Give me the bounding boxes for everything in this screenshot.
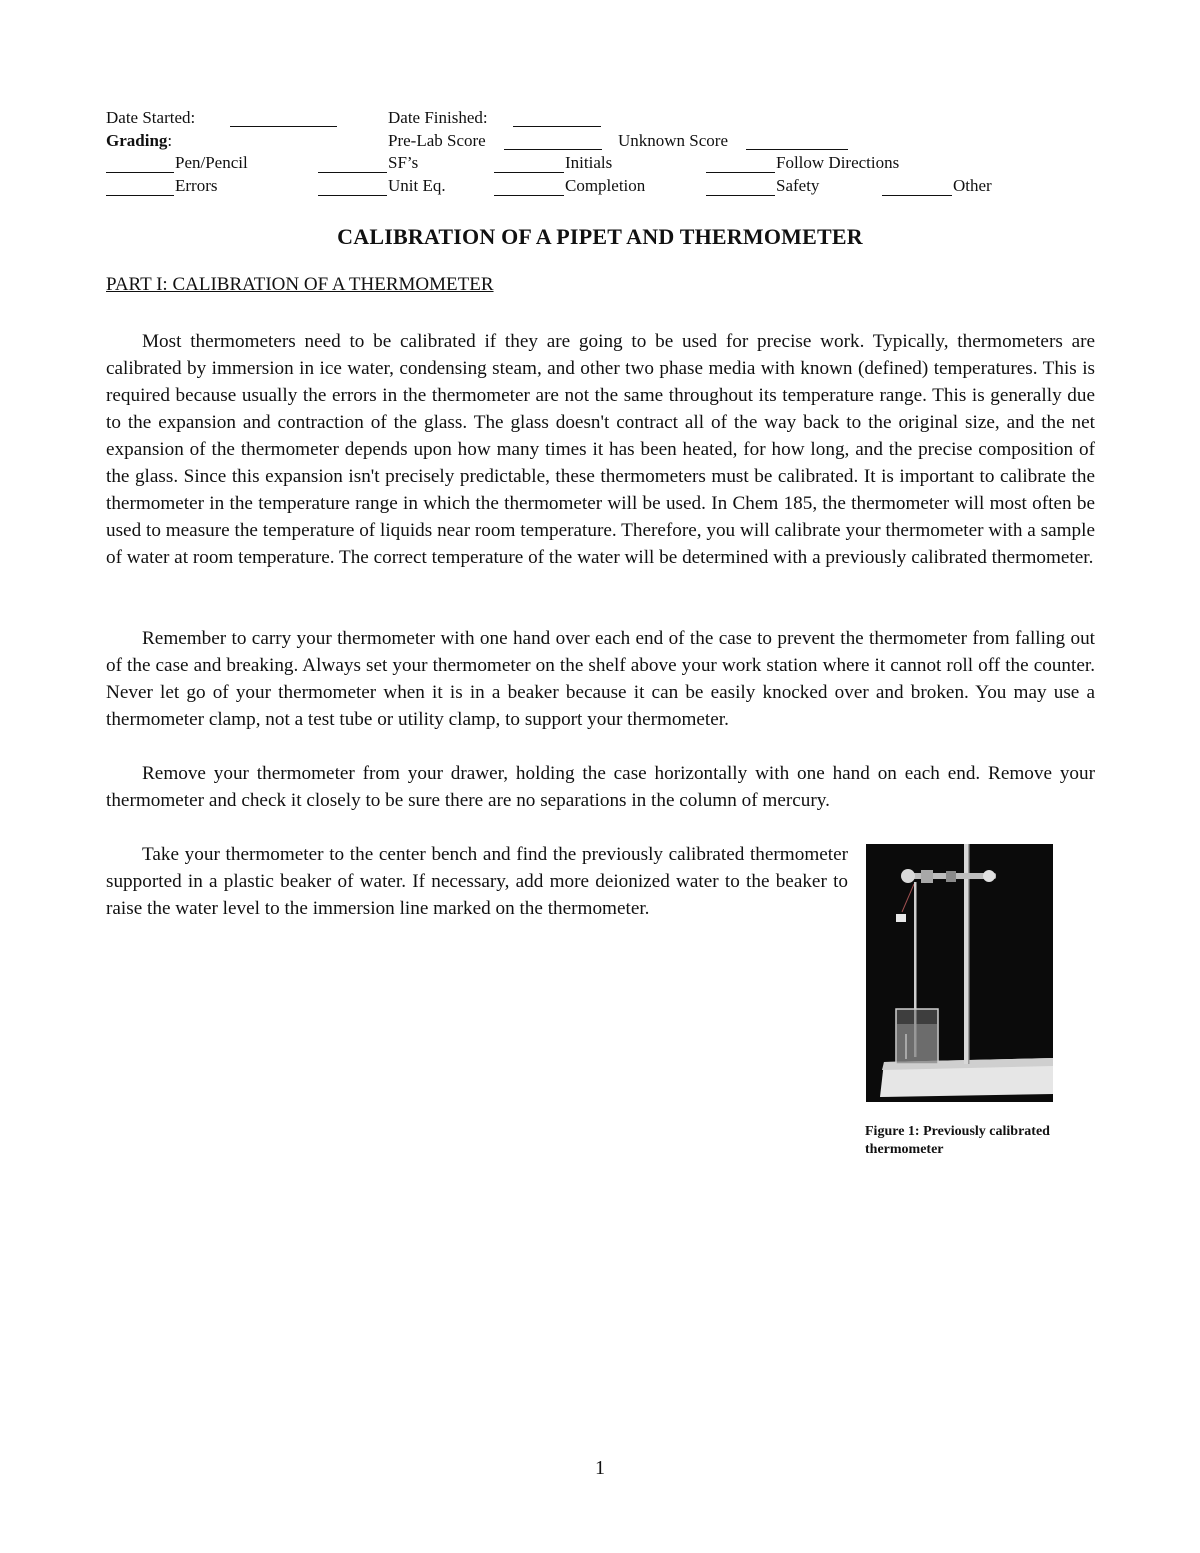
- follow-directions-label: Follow Directions: [776, 153, 900, 172]
- date-finished-blank[interactable]: [513, 112, 601, 127]
- unit-eq-blank[interactable]: [318, 181, 387, 196]
- initials-label: Initials: [565, 153, 613, 172]
- grading-label: Grading: [106, 131, 168, 150]
- prelab-score: [388, 130, 486, 152]
- figure-caption: Figure 1: Previously calibrated thermometer: [865, 1124, 1050, 1157]
- prelab-label: Pre-Lab Score: [388, 131, 486, 150]
- other-label: Other: [953, 176, 992, 195]
- follow-directions: [776, 152, 899, 174]
- sfs-label: SF’s: [388, 153, 419, 172]
- unknown-label: Unknown Score: [618, 131, 729, 150]
- follow-directions-blank[interactable]: [706, 158, 775, 173]
- completion: [565, 175, 645, 197]
- other: [953, 175, 992, 197]
- paragraph-2: Remember to carry your thermometer with one hand over each end of the case to prevent the thermometer from falling out of the case and breaking. Always set your thermometer on the shelf above your work station where it cannot roll off the counter. Never let go of your thermometer when it is in a beaker because it can be easily knocked over and broken. You may use a thermometer clamp, not a test tube or utility clamp, to support your thermometer.: [106, 628, 1095, 730]
- other-blank[interactable]: [882, 181, 952, 196]
- page-number: 1: [595, 1457, 605, 1479]
- unit-eq-label: Unit Eq.: [388, 176, 446, 195]
- date-finished-label: Date Finished:: [388, 108, 488, 127]
- document-title: CALIBRATION OF A PIPET AND THERMOMETER: [337, 224, 863, 249]
- pen-pencil-label: Pen/Pencil: [175, 153, 248, 172]
- unknown-score: [618, 130, 728, 152]
- paragraph-3: Remove your thermometer from your drawer, holding the case horizontally with one hand on each end. Remove your thermometer and check it closely to be sure there are no separations in the column of mercury.: [106, 763, 1095, 811]
- initials: [565, 152, 612, 174]
- initials-blank[interactable]: [494, 158, 564, 173]
- safety-label: Safety: [776, 176, 820, 195]
- pen-pencil: [175, 152, 248, 174]
- header-row-1: [106, 107, 195, 129]
- date-started-blank[interactable]: [230, 112, 337, 127]
- sfs: [388, 152, 418, 174]
- date-started-label: Date Started:: [106, 108, 196, 127]
- date-finished: [388, 107, 488, 129]
- paragraph-4: Take your thermometer to the center bench and find the previously calibrated thermometer supported in a plastic beaker of water. If necessary, add more deionized water to the beaker to raise the water level to the immersion line marked on the thermometer.: [106, 844, 848, 919]
- unit-eq: [388, 175, 446, 197]
- pen-pencil-blank[interactable]: [106, 158, 174, 173]
- safety: [776, 175, 819, 197]
- paragraph-1: Most thermometers need to be calibrated if they are going to be used for precise work. Typically, thermometers are calibrated by immersion in ice water, condensing steam, and other two phase media with known (defined) temperatures. This is required because usually the errors in the thermometer are not the same throughout its temperature range. This is generally due to the expansion and contraction of the glass. The glass doesn't contract all of the way back to the original size, and the net expansion of the thermometer depends upon how many times it has been heated, for how long, and the precise composition of the glass. Since this expansion isn't precisely predictable, these thermometers must be calibrated. It is important to calibrate the thermometer in the temperature range in which the thermometer will be used. In Chem 185, the thermometer will most often be used to measure the temperature of liquids near room temperature. Therefore, you will calibrate your thermometer with a sample of water at room temperature. The correct temperature of the water will be determined with a previously calibrated thermometer.: [106, 331, 1095, 568]
- thermometer-photo-drawing: [866, 844, 1053, 1102]
- grading-colon: :: [167, 131, 173, 150]
- completion-blank[interactable]: [494, 181, 564, 196]
- safety-blank[interactable]: [706, 181, 775, 196]
- part-heading: PART I: CALIBRATION OF A THERMOMETER: [106, 274, 494, 295]
- completion-label: Completion: [565, 176, 646, 195]
- unknown-blank[interactable]: [746, 135, 848, 150]
- prelab-blank[interactable]: [504, 135, 602, 150]
- errors-label: Errors: [175, 176, 218, 195]
- sfs-blank[interactable]: [318, 158, 387, 173]
- thermometer-photo: [866, 844, 1053, 1102]
- errors-blank[interactable]: [106, 181, 174, 196]
- errors: [175, 175, 217, 197]
- grading-label-wrap: [106, 130, 172, 152]
